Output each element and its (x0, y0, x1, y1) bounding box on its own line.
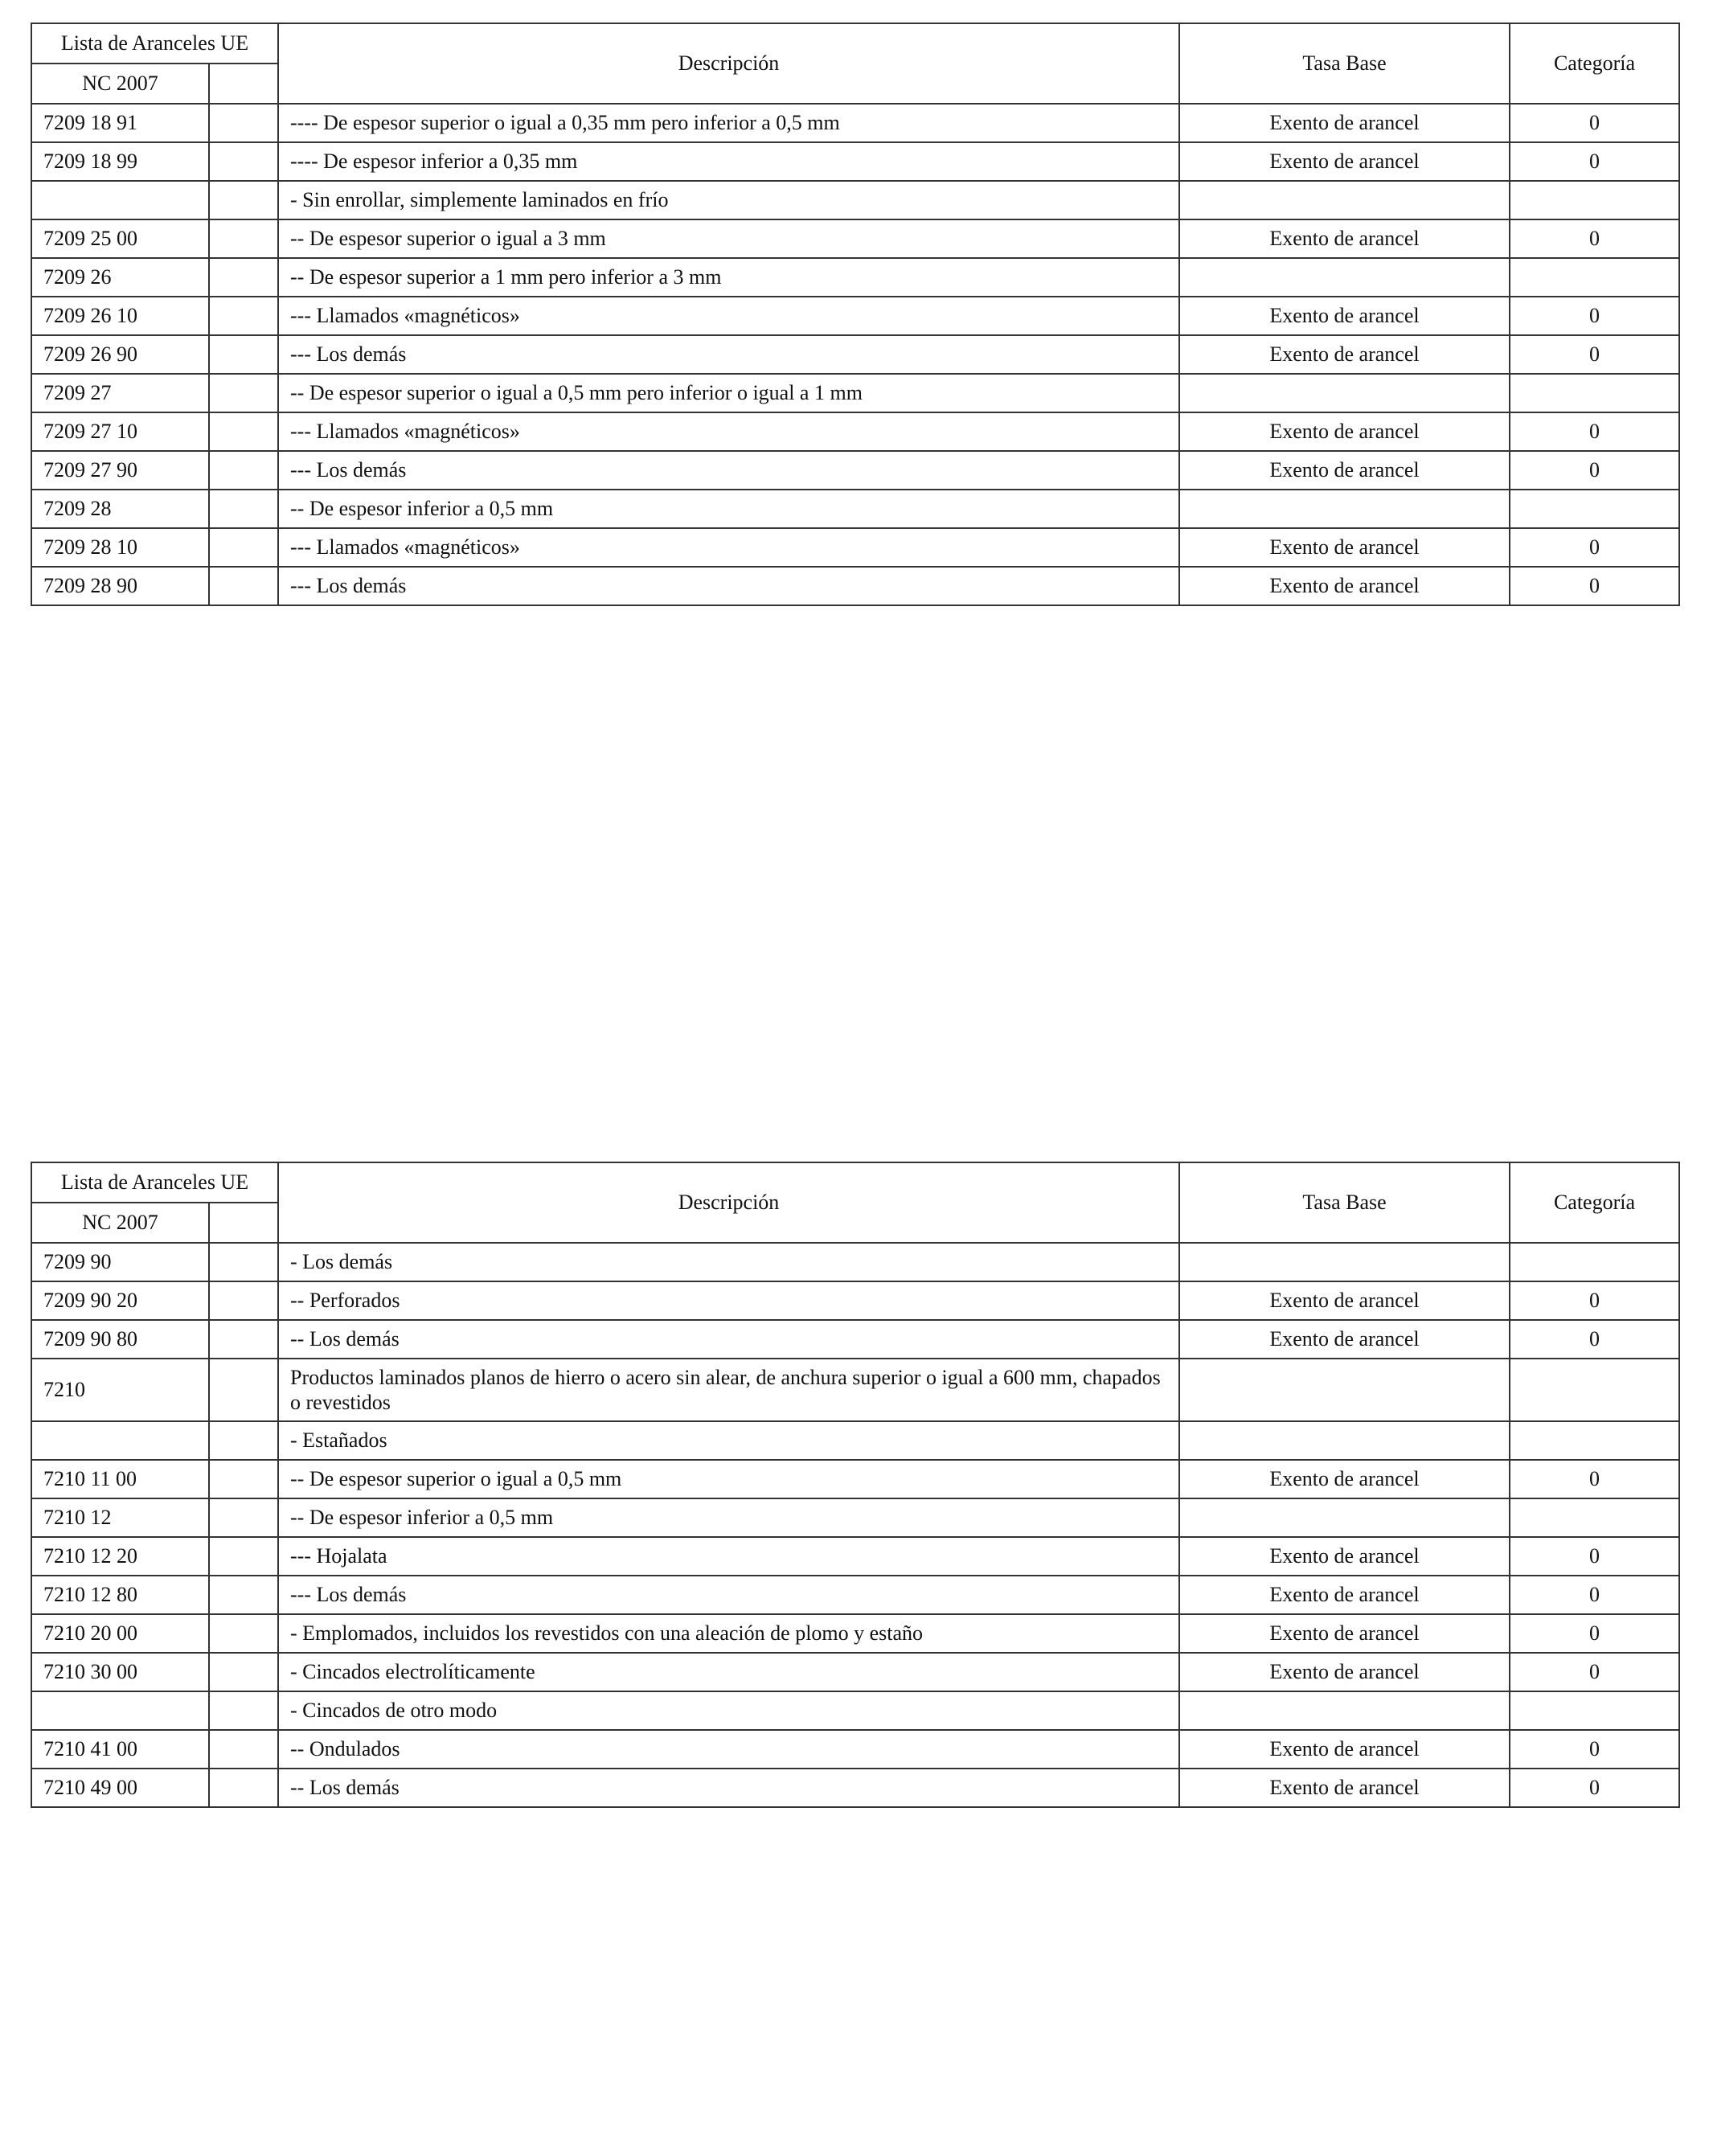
category-cell (1510, 1498, 1679, 1537)
blank-cell (209, 1498, 278, 1537)
base-rate-cell (1179, 1691, 1510, 1730)
description-cell: --- Los demás (278, 567, 1179, 605)
blank-cell (209, 490, 278, 528)
base-rate-cell (1179, 490, 1510, 528)
header-blank-cell (209, 64, 278, 104)
blank-cell (209, 1576, 278, 1614)
base-rate-cell: Exento de arancel (1179, 1320, 1510, 1359)
description-cell: --- Llamados «magnéticos» (278, 528, 1179, 567)
base-rate-cell (1179, 1498, 1510, 1537)
description-cell: - Cincados de otro modo (278, 1691, 1179, 1730)
cn-code-cell: 7209 90 (31, 1243, 209, 1281)
base-rate-cell (1179, 1359, 1510, 1421)
cn-code-cell (31, 181, 209, 219)
table-row (31, 1769, 1679, 1807)
description-cell: -- De espesor superior a 1 mm pero inferior a 3 mm (278, 258, 1179, 297)
blank-cell (209, 219, 278, 258)
description-cell: - Estañados (278, 1421, 1179, 1460)
category-cell: 0 (1510, 1653, 1679, 1691)
cn-code-cell: 7210 30 00 (31, 1653, 209, 1691)
category-cell (1510, 181, 1679, 219)
base-rate-cell (1179, 1243, 1510, 1281)
table-row (31, 490, 1679, 528)
category-cell (1510, 490, 1679, 528)
base-rate-cell: Exento de arancel (1179, 1537, 1510, 1576)
table-row (31, 1421, 1679, 1460)
blank-cell (209, 1730, 278, 1769)
header-blank-cell (209, 1203, 278, 1243)
table-row (31, 528, 1679, 567)
table-row (31, 1537, 1679, 1576)
table-row (31, 1614, 1679, 1653)
blank-cell (209, 528, 278, 567)
table-row (31, 1498, 1679, 1537)
base-rate-cell: Exento de arancel (1179, 1614, 1510, 1653)
header-base-rate: Tasa Base (1179, 1162, 1510, 1243)
category-cell: 0 (1510, 104, 1679, 142)
table-row (31, 142, 1679, 181)
cn-code-cell: 7210 12 20 (31, 1537, 209, 1576)
category-cell: 0 (1510, 1460, 1679, 1498)
table-row (31, 181, 1679, 219)
blank-cell (209, 1359, 278, 1421)
header-category: Categoría (1510, 1162, 1679, 1243)
blank-cell (209, 1281, 278, 1320)
base-rate-cell: Exento de arancel (1179, 297, 1510, 335)
description-cell: - Los demás (278, 1243, 1179, 1281)
cn-code-cell: 7209 28 (31, 490, 209, 528)
blank-cell (209, 567, 278, 605)
description-cell: -- Los demás (278, 1320, 1179, 1359)
tariff-table-2 (31, 1162, 1680, 1808)
category-cell (1510, 1243, 1679, 1281)
header-description: Descripción (278, 23, 1179, 104)
blank-cell (209, 181, 278, 219)
cn-code-cell: 7209 26 10 (31, 297, 209, 335)
table-row (31, 219, 1679, 258)
category-cell: 0 (1510, 412, 1679, 451)
description-cell: --- Llamados «magnéticos» (278, 297, 1179, 335)
cn-code-cell: 7209 26 (31, 258, 209, 297)
table-body (31, 104, 1679, 605)
cn-code-cell: 7210 49 00 (31, 1769, 209, 1807)
category-cell: 0 (1510, 1281, 1679, 1320)
category-cell (1510, 374, 1679, 412)
base-rate-cell: Exento de arancel (1179, 1576, 1510, 1614)
cn-code-cell: 7209 26 90 (31, 335, 209, 374)
table-row (31, 1730, 1679, 1769)
description-cell: -- De espesor inferior a 0,5 mm (278, 1498, 1179, 1537)
description-cell: -- De espesor inferior a 0,5 mm (278, 490, 1179, 528)
blank-cell (209, 335, 278, 374)
cn-code-cell: 7210 41 00 (31, 1730, 209, 1769)
description-cell: --- Los demás (278, 1576, 1179, 1614)
description-cell: -- De espesor superior o igual a 3 mm (278, 219, 1179, 258)
table-row (31, 1243, 1679, 1281)
blank-cell (209, 104, 278, 142)
header-list-label: Lista de Aranceles UE (31, 1162, 278, 1203)
cn-code-cell (31, 1691, 209, 1730)
description-cell: - Sin enrollar, simplemente laminados en frío (278, 181, 1179, 219)
category-cell: 0 (1510, 528, 1679, 567)
header-category: Categoría (1510, 23, 1679, 104)
table-row (31, 567, 1679, 605)
description-cell: -- Ondulados (278, 1730, 1179, 1769)
table-row (31, 1653, 1679, 1691)
table-row (31, 374, 1679, 412)
description-cell: Productos laminados planos de hierro o acero sin alear, de anchura superior o igual a 600 mm, chapados o revestidos (278, 1359, 1179, 1421)
description-cell: -- Perforados (278, 1281, 1179, 1320)
cn-code-cell: 7209 28 10 (31, 528, 209, 567)
cn-code-cell: 7210 12 80 (31, 1576, 209, 1614)
table-row (31, 1320, 1679, 1359)
base-rate-cell: Exento de arancel (1179, 528, 1510, 567)
description-cell: - Emplomados, incluidos los revestidos con una aleación de plomo y estaño (278, 1614, 1179, 1653)
base-rate-cell: Exento de arancel (1179, 142, 1510, 181)
blank-cell (209, 1320, 278, 1359)
blank-cell (209, 258, 278, 297)
table-row (31, 1460, 1679, 1498)
blank-cell (209, 1653, 278, 1691)
table-row (31, 1576, 1679, 1614)
table-row (31, 1691, 1679, 1730)
cn-code-cell: 7209 27 (31, 374, 209, 412)
blank-cell (209, 1421, 278, 1460)
base-rate-cell: Exento de arancel (1179, 219, 1510, 258)
category-cell (1510, 258, 1679, 297)
base-rate-cell (1179, 258, 1510, 297)
base-rate-cell: Exento de arancel (1179, 1460, 1510, 1498)
table-row (31, 258, 1679, 297)
blank-cell (209, 451, 278, 490)
base-rate-cell (1179, 181, 1510, 219)
blank-cell (209, 297, 278, 335)
description-cell: --- Los demás (278, 451, 1179, 490)
description-cell: -- Los demás (278, 1769, 1179, 1807)
cn-code-cell: 7209 28 90 (31, 567, 209, 605)
description-cell: -- De espesor superior o igual a 0,5 mm pero inferior o igual a 1 mm (278, 374, 1179, 412)
base-rate-cell: Exento de arancel (1179, 412, 1510, 451)
tariff-table-1 (31, 23, 1680, 606)
category-cell: 0 (1510, 142, 1679, 181)
table-row (31, 335, 1679, 374)
base-rate-cell: Exento de arancel (1179, 567, 1510, 605)
cn-code-cell (31, 1421, 209, 1460)
table-body (31, 1243, 1679, 1807)
category-cell: 0 (1510, 335, 1679, 374)
category-cell (1510, 1421, 1679, 1460)
cn-code-cell: 7210 11 00 (31, 1460, 209, 1498)
cn-code-cell: 7209 27 10 (31, 412, 209, 451)
cn-code-cell: 7209 25 00 (31, 219, 209, 258)
description-cell: --- Los demás (278, 335, 1179, 374)
description-cell: - Cincados electrolíticamente (278, 1653, 1179, 1691)
header-nc-label: NC 2007 (31, 64, 209, 104)
description-cell: ---- De espesor superior o igual a 0,35 mm pero inferior a 0,5 mm (278, 104, 1179, 142)
table-row (31, 1359, 1679, 1421)
blank-cell (209, 1769, 278, 1807)
blank-cell (209, 1243, 278, 1281)
base-rate-cell: Exento de arancel (1179, 1653, 1510, 1691)
description-cell: --- Llamados «magnéticos» (278, 412, 1179, 451)
category-cell: 0 (1510, 1576, 1679, 1614)
cn-code-cell: 7209 18 91 (31, 104, 209, 142)
category-cell (1510, 1691, 1679, 1730)
header-base-rate: Tasa Base (1179, 23, 1510, 104)
cn-code-cell: 7209 90 20 (31, 1281, 209, 1320)
category-cell: 0 (1510, 1769, 1679, 1807)
table-row (31, 412, 1679, 451)
category-cell: 0 (1510, 451, 1679, 490)
description-cell: -- De espesor superior o igual a 0,5 mm (278, 1460, 1179, 1498)
description-cell: --- Hojalata (278, 1537, 1179, 1576)
category-cell: 0 (1510, 297, 1679, 335)
category-cell (1510, 1359, 1679, 1421)
blank-cell (209, 1537, 278, 1576)
category-cell: 0 (1510, 1537, 1679, 1576)
header-nc-label: NC 2007 (31, 1203, 209, 1243)
cn-code-cell: 7209 27 90 (31, 451, 209, 490)
table-row (31, 451, 1679, 490)
base-rate-cell (1179, 1421, 1510, 1460)
cn-code-cell: 7210 12 (31, 1498, 209, 1537)
base-rate-cell: Exento de arancel (1179, 1730, 1510, 1769)
base-rate-cell: Exento de arancel (1179, 335, 1510, 374)
base-rate-cell: Exento de arancel (1179, 1769, 1510, 1807)
blank-cell (209, 1614, 278, 1653)
base-rate-cell: Exento de arancel (1179, 451, 1510, 490)
category-cell: 0 (1510, 219, 1679, 258)
blank-cell (209, 142, 278, 181)
table-row (31, 104, 1679, 142)
blank-cell (209, 1460, 278, 1498)
base-rate-cell (1179, 374, 1510, 412)
blank-cell (209, 412, 278, 451)
base-rate-cell: Exento de arancel (1179, 1281, 1510, 1320)
category-cell: 0 (1510, 1730, 1679, 1769)
cn-code-cell: 7209 18 99 (31, 142, 209, 181)
blank-cell (209, 374, 278, 412)
category-cell: 0 (1510, 1614, 1679, 1653)
cn-code-cell: 7210 (31, 1359, 209, 1421)
header-list-label: Lista de Aranceles UE (31, 23, 278, 64)
category-cell: 0 (1510, 1320, 1679, 1359)
cn-code-cell: 7210 20 00 (31, 1614, 209, 1653)
blank-cell (209, 1691, 278, 1730)
category-cell: 0 (1510, 567, 1679, 605)
description-cell: ---- De espesor inferior a 0,35 mm (278, 142, 1179, 181)
table-row (31, 297, 1679, 335)
header-description: Descripción (278, 1162, 1179, 1243)
table-row (31, 1281, 1679, 1320)
base-rate-cell: Exento de arancel (1179, 104, 1510, 142)
cn-code-cell: 7209 90 80 (31, 1320, 209, 1359)
